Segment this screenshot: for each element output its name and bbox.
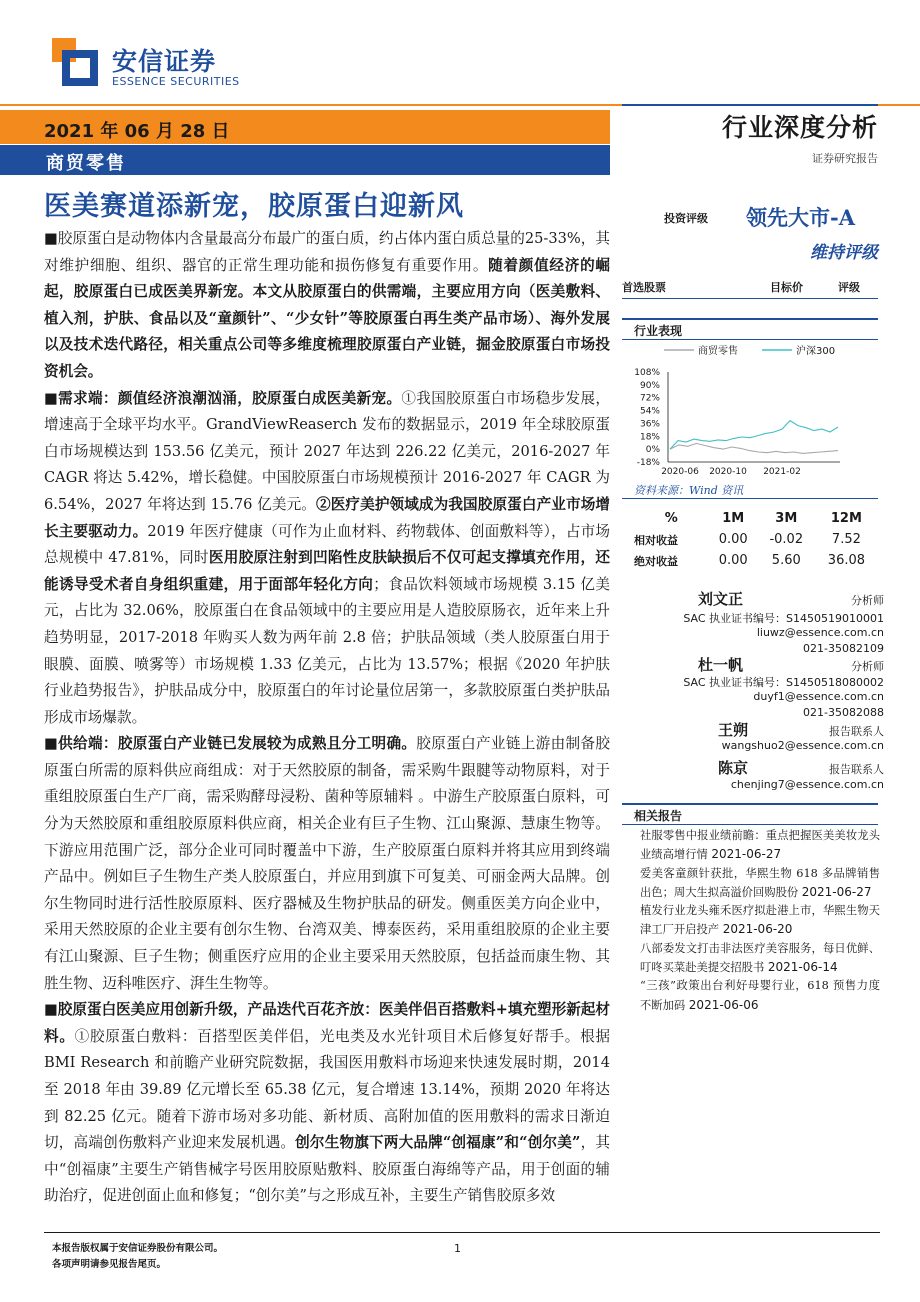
p2-heading: ■需求端：颜值经济浪潮汹涌，胶原蛋白成医美新宠。 xyxy=(44,389,402,407)
report-type: 行业深度分析 xyxy=(721,113,878,142)
y-tick-label: 36% xyxy=(639,419,660,430)
table-row xyxy=(634,550,878,571)
performance-chart-svg xyxy=(622,340,878,482)
p2-text: ①我国胶原蛋白市场稳步发展，增速高于全球平均水平。GrandViewReaserch 发布的数据显示，2019 年全球胶原蛋白市场规模达到 153.56 亿美元，预计 2027 年达到 226.22 亿美元，2016-2027 年 CAGR 将达 5.42%，增长稳健。中国胶原蛋白市场规模预计 2016-2027 年 CAGR 为 6.54%，2027 年将达到 15.76 亿美元。 xyxy=(44,389,610,513)
y-tick-label: -18% xyxy=(636,458,660,468)
paragraph-3 xyxy=(44,731,610,997)
footer-copyright: 本报告版权属于安信证券股份有限公司。 xyxy=(52,1243,224,1254)
series-line xyxy=(670,443,838,453)
p4-text-2: ，其中“创福康”主要生产销售械字号医用胶原贴敷料、胶原蛋白海绵等产品，用于创面的辅助治疗，促进创面止血和修复；“创尔美”与之形成互补，主要生产销售胶原多效 xyxy=(44,1134,610,1205)
report-subtype: 证券研究报告 xyxy=(812,152,878,165)
related-title: 植发行业龙头雍禾医疗拟赴港上市，华熙生物天津工厂开启投产 xyxy=(640,904,880,937)
analyst-sac: SAC 执业证书编号：S1450519010001 xyxy=(683,612,884,625)
y-tick-label: 54% xyxy=(639,406,660,417)
contact-role: 报告联系人 xyxy=(829,725,884,738)
y-tick-label: 108% xyxy=(634,368,660,378)
rating-status: 维持评级 xyxy=(810,243,878,263)
rating-value: 领先大市-A xyxy=(746,205,856,230)
cell-value: 0.00 xyxy=(718,553,748,568)
cell-value: -0.02 xyxy=(769,532,804,547)
related-date: 2021-06-27 xyxy=(801,884,872,899)
footer-disclaimer: 各项声明请参见报告尾页。 xyxy=(52,1259,167,1270)
legend-label: 商贸零售 xyxy=(698,346,738,357)
related-date: 2021-06-27 xyxy=(711,847,782,862)
related-item[interactable] xyxy=(640,827,880,865)
y-tick-label: 72% xyxy=(639,393,660,404)
contact-email[interactable]: chenjing7@essence.com.cn xyxy=(730,778,884,791)
p2-text-3: ；食品饮料领域市场规模 3.15 亿美元，占比为 32.06%，胶原蛋白在食品领域中的主要应用是人造胶原肠衣，近年来上升趋势明显，2017-2018 年购买人数为两年前 2.8 倍；护肤品领域（类人胶原蛋白用于眼膜、面膜、喷雾等）市场规模 1.33 亿美元，占比为 13.57%；根据《2020 年护肤行业趋势报告》，护肤品成分中，胶原蛋白的年讨论量位居第一，多款胶原蛋白类护肤品形成市场爆款。 xyxy=(44,575,610,726)
perf-col-unit: % xyxy=(664,511,678,526)
performance-table-header xyxy=(634,508,878,529)
analyst-phone: 021-35082109 xyxy=(803,642,884,655)
p4-bold: 创尔生物旗下两大品牌“创福康”和“创尔美” xyxy=(295,1134,581,1152)
analyst-card xyxy=(622,654,884,724)
analyst-role: 分析师 xyxy=(851,660,884,673)
analyst-name: 杜一帆 xyxy=(698,656,744,674)
x-tick-label: 2020-06 xyxy=(661,467,699,477)
sector-name: 商贸零售 xyxy=(46,153,126,174)
related-title: 八部委发文打击非法医疗美容服务，每日优鲜、叮咚买菜赴美提交招股书 xyxy=(640,941,880,975)
related-list xyxy=(640,827,880,1015)
related-heading: 相关报告 xyxy=(622,803,878,825)
x-tick-label: 2020-10 xyxy=(709,467,747,477)
row-label: 绝对收益 xyxy=(634,554,678,568)
related-item[interactable] xyxy=(640,940,880,978)
related-item[interactable] xyxy=(640,977,880,1015)
p1-bold: 随着颜值经济的崛起，胶原蛋白已成医美界新宠。本文从胶原蛋白的供需端，主要应用方向（医美敷料、植入剂，护肤、食品以及“童颜针”、“少女针”等胶原蛋白再生类产品市场）、海外发展以及技术迭代路径，相关重点公司等多维度梳理胶原蛋白产业链，掘金胶原蛋白市场投资机会。 xyxy=(44,256,610,380)
series-line xyxy=(670,421,838,450)
source-rule xyxy=(622,498,878,499)
analyst-sac: SAC 执业证书编号：S1450518080002 xyxy=(683,676,884,689)
related-date: 2021-06-06 xyxy=(688,997,759,1012)
performance-heading: 行业表现 xyxy=(622,318,878,340)
contact-name: 王朔 xyxy=(718,721,749,739)
y-tick-label: 90% xyxy=(639,380,660,391)
rating-label: 投资评级 xyxy=(664,212,708,225)
cell-value: 5.60 xyxy=(771,553,801,568)
analyst-phone: 021-35082088 xyxy=(803,706,884,719)
perf-col-12m: 12M xyxy=(830,511,862,526)
related-title: 社服零售中报业绩前瞻：重点把握医美美妆龙头业绩高增行情 xyxy=(640,829,880,862)
row-label: 相对收益 xyxy=(634,533,678,547)
p1-text: ■胶原蛋白是动物体内含量最高分布最广的蛋白质，约占体内蛋白质总量的25-33%，其对维护细胞、组织、器官的正常生理功能和损伤修复有重要作用。 xyxy=(44,230,610,274)
related-title: 爱美客童颜针获批，华熙生物 618 多品牌销售出色；周大生拟高溢价回购股份 xyxy=(640,866,880,899)
company-logo xyxy=(52,38,104,90)
perf-col-1m: 1M xyxy=(722,511,745,526)
related-date: 2021-06-14 xyxy=(767,960,838,975)
footer-rule xyxy=(44,1232,880,1233)
chart-source: 资料来源：Wind 资讯 xyxy=(634,484,744,497)
p4-text: ①胶原蛋白敷料：百搭型医美伴侣，光电类及水光针项目术后修复好帮手。根据 BMI Research 和前瞻产业研究院数据，我国医用敷料市场迎来快速发展时期，2014 至 2018 年由 39.89 亿元增长至 65.38 亿元，复合增速 13.14%，预期 2020 年将达到 82.25 亿元。随着下游市场对多功能、新材质、高附加值的医用敷料的需求日渐迫切，高端创伤敷料产业迎来发展机遇。 xyxy=(44,1027,610,1152)
cell-value: 36.08 xyxy=(827,553,866,568)
analyst-name: 刘文正 xyxy=(698,590,744,608)
contact-card xyxy=(622,757,884,797)
x-tick-label: 2021-02 xyxy=(763,467,801,477)
p3-text: 胶原蛋白产业链上游由制备胶原蛋白所需的原料供应商组成：对于天然胶原的制备，需采购牛跟腱等动物原料，对于重组胶原蛋白生产厂商，需采购酵母浸粉、菌种等原辅料 。中游生产胶原蛋白原料，可分为天然胶原和重组胶原原料供应商，相关企业有巨子生物、江山聚源、慧康生物等。下游应用范围广泛，部分企业可同时覆盖中下游，生产胶原蛋白原料并将其应用到终端产品中。例如巨子生物生产类人胶原蛋白，并应用到旗下可复美、可丽金两大品牌。创尔生物同时进行活性胶原原料、医疗器械及生物护肤品的研发。侧重医美方向企业中，采用天然胶原的企业主要有创尔生物、台湾双美、博泰医药，采用重组胶原的企业主要有江山聚源、巨子生物；侧重医疗应用的企业主要采用天然胶原，包括益而康生物、其胜生物、迈科唯医疗、湃生生物等。 xyxy=(44,735,610,992)
contact-card xyxy=(622,719,884,759)
performance-chart xyxy=(622,340,878,482)
contact-email[interactable]: wangshuo2@essence.com.cn xyxy=(721,739,884,752)
related-item[interactable] xyxy=(640,902,880,940)
page-number: 1 xyxy=(454,1242,461,1255)
report-type-rule xyxy=(622,104,878,106)
p2-bold: ②医疗美护领域成为我国胶原蛋白产业市场增长主要驱动力。 xyxy=(44,495,610,540)
analyst-role: 分析师 xyxy=(851,594,884,607)
related-item[interactable] xyxy=(640,865,880,903)
stock-col-target: 目标价 xyxy=(770,281,803,294)
p2-text-2: 2019 年医疗健康（可作为止血材料、药物载体、创面敷料等），占市场总规模中 47.81%，同时 xyxy=(44,522,610,567)
paragraph-2 xyxy=(44,386,610,732)
cell-value: 0.00 xyxy=(718,532,748,547)
y-tick-label: 0% xyxy=(645,445,660,456)
related-date: 2021-06-20 xyxy=(722,922,793,937)
company-name-cn: 安信证券 xyxy=(112,47,217,76)
contact-name: 陈京 xyxy=(718,759,749,777)
report-title: 医美赛道添新宠，胶原蛋白迎新风 xyxy=(44,191,464,222)
cell-value: 7.52 xyxy=(831,532,861,547)
main-body xyxy=(44,226,610,1210)
analyst-email[interactable]: duyf1@essence.com.cn xyxy=(753,690,884,703)
y-tick-label: 18% xyxy=(639,432,660,443)
logo-blue-frame xyxy=(62,50,98,86)
stock-col-rating: 评级 xyxy=(838,281,860,294)
paragraph-1 xyxy=(44,226,610,386)
stock-table-header xyxy=(622,279,878,299)
stock-col-name: 首选股票 xyxy=(622,281,666,294)
perf-col-3m: 3M xyxy=(775,511,798,526)
performance-table xyxy=(634,508,878,571)
p3-heading: ■供给端：胶原蛋白产业链已发展较为成熟且分工明确。 xyxy=(44,735,417,753)
p2-bold-2: 医用胶原注射到凹陷性皮肤缺损后不仅可起支撑填充作用，还能诱导受术者自身组织重建，用于面部年轻化方向 xyxy=(44,549,610,593)
related-title: “三孩”政策出台利好母婴行业，618 预售力度不断加码 xyxy=(640,979,880,1012)
analyst-email[interactable]: liuwz@essence.com.cn xyxy=(756,626,884,639)
paragraph-4 xyxy=(44,997,610,1210)
contact-role: 报告联系人 xyxy=(829,763,884,776)
p4-heading: ■胶原蛋白医美应用创新升级，产品迭代百花齐放：医美伴侣百搭敷料+填充塑形新起材料。 xyxy=(44,1001,610,1045)
company-name-en: ESSENCE SECURITIES xyxy=(112,75,240,88)
analyst-card xyxy=(622,588,884,658)
legend-label: 沪深300 xyxy=(796,346,836,357)
report-date: 2021 年 06 月 28 日 xyxy=(44,121,230,142)
table-row xyxy=(634,529,878,550)
